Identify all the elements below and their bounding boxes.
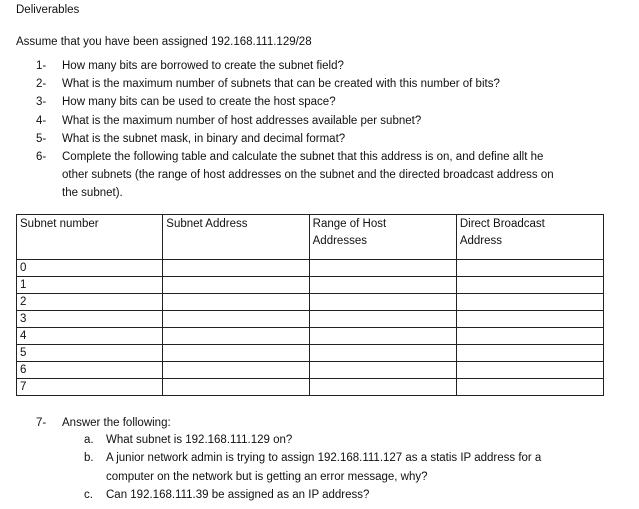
- table-row: [17, 379, 604, 396]
- subnet-table: [16, 214, 604, 396]
- empty-cell: [309, 379, 456, 396]
- table-header-row: [17, 215, 604, 260]
- header-cell: Subnet number: [17, 215, 163, 260]
- q-num: 3-: [36, 96, 47, 108]
- empty-cell: [309, 311, 456, 328]
- subnet-number-cell: 2: [17, 294, 163, 311]
- question: What is the maximum number of host addresses available per subnet?: [62, 115, 422, 127]
- q-num: 4-: [36, 115, 47, 127]
- empty-cell: [163, 311, 309, 328]
- question: What is the maximum number of subnets that can be created with this number of bits?: [62, 78, 500, 90]
- table-row: [17, 277, 604, 294]
- empty-cell: [163, 379, 309, 396]
- empty-cell: [456, 311, 603, 328]
- table-row: [17, 294, 604, 311]
- q-num: 1-: [36, 60, 47, 72]
- empty-cell: [456, 379, 603, 396]
- empty-cell: [309, 294, 456, 311]
- sub-letter: a.: [84, 434, 94, 446]
- empty-cell: [163, 328, 309, 345]
- table-row: [17, 328, 604, 345]
- intro-text: Assume that you have been assigned 192.168.111.129/28: [16, 36, 312, 48]
- header-cell: Subnet Address: [163, 215, 309, 260]
- empty-cell: [309, 260, 456, 277]
- q-num: 7-: [36, 417, 47, 429]
- empty-cell: [163, 345, 309, 362]
- table-row: [17, 311, 604, 328]
- sub-letter: b.: [84, 452, 94, 464]
- sub-question: Can 192.168.111.39 be assigned as an IP address?: [106, 489, 370, 501]
- subnet-number-cell: 6: [17, 362, 163, 379]
- empty-cell: [309, 328, 456, 345]
- subnet-number-cell: 5: [17, 345, 163, 362]
- header-cell: Range of Host Addresses: [309, 215, 456, 260]
- table-row: [17, 362, 604, 379]
- q-num: 2-: [36, 78, 47, 90]
- question-cont: other subnets (the range of host addresses on the subnet and the directed broadcast address on: [62, 169, 554, 181]
- q-num: 5-: [36, 133, 47, 145]
- subnet-number-cell: 4: [17, 328, 163, 345]
- question: How many bits can be used to create the host space?: [62, 96, 336, 108]
- sub-question: What subnet is 192.168.111.129 on?: [106, 434, 293, 446]
- table-row: [17, 260, 604, 277]
- subnet-number-cell: 1: [17, 277, 163, 294]
- subnet-number-cell: 3: [17, 311, 163, 328]
- empty-cell: [309, 362, 456, 379]
- empty-cell: [456, 260, 603, 277]
- sub-question-cont: computer on the network but is getting an error message, why?: [106, 471, 428, 483]
- question: Answer the following:: [62, 417, 171, 429]
- subnet-number-cell: 0: [17, 260, 163, 277]
- empty-cell: [456, 328, 603, 345]
- empty-cell: [456, 345, 603, 362]
- empty-cell: [163, 260, 309, 277]
- empty-cell: [309, 345, 456, 362]
- empty-cell: [309, 277, 456, 294]
- question: What is the subnet mask, in binary and decimal format?: [62, 133, 346, 145]
- table-row: [17, 345, 604, 362]
- subnet-number-cell: 7: [17, 379, 163, 396]
- q-num: 6-: [36, 151, 47, 163]
- empty-cell: [163, 294, 309, 311]
- sub-letter: c.: [84, 489, 93, 501]
- question-cont: the subnet).: [62, 187, 123, 199]
- doc-title: Deliverables: [16, 4, 80, 16]
- empty-cell: [456, 362, 603, 379]
- sub-question: A junior network admin is trying to assign 192.168.111.127 as a statis IP address for a: [106, 452, 542, 464]
- header-cell: Direct Broadcast Address: [456, 215, 603, 260]
- empty-cell: [163, 362, 309, 379]
- question: Complete the following table and calculate the subnet that this address is on, and define allt he: [62, 151, 544, 163]
- empty-cell: [456, 277, 603, 294]
- question: How many bits are borrowed to create the subnet field?: [62, 60, 344, 72]
- empty-cell: [456, 294, 603, 311]
- empty-cell: [163, 277, 309, 294]
